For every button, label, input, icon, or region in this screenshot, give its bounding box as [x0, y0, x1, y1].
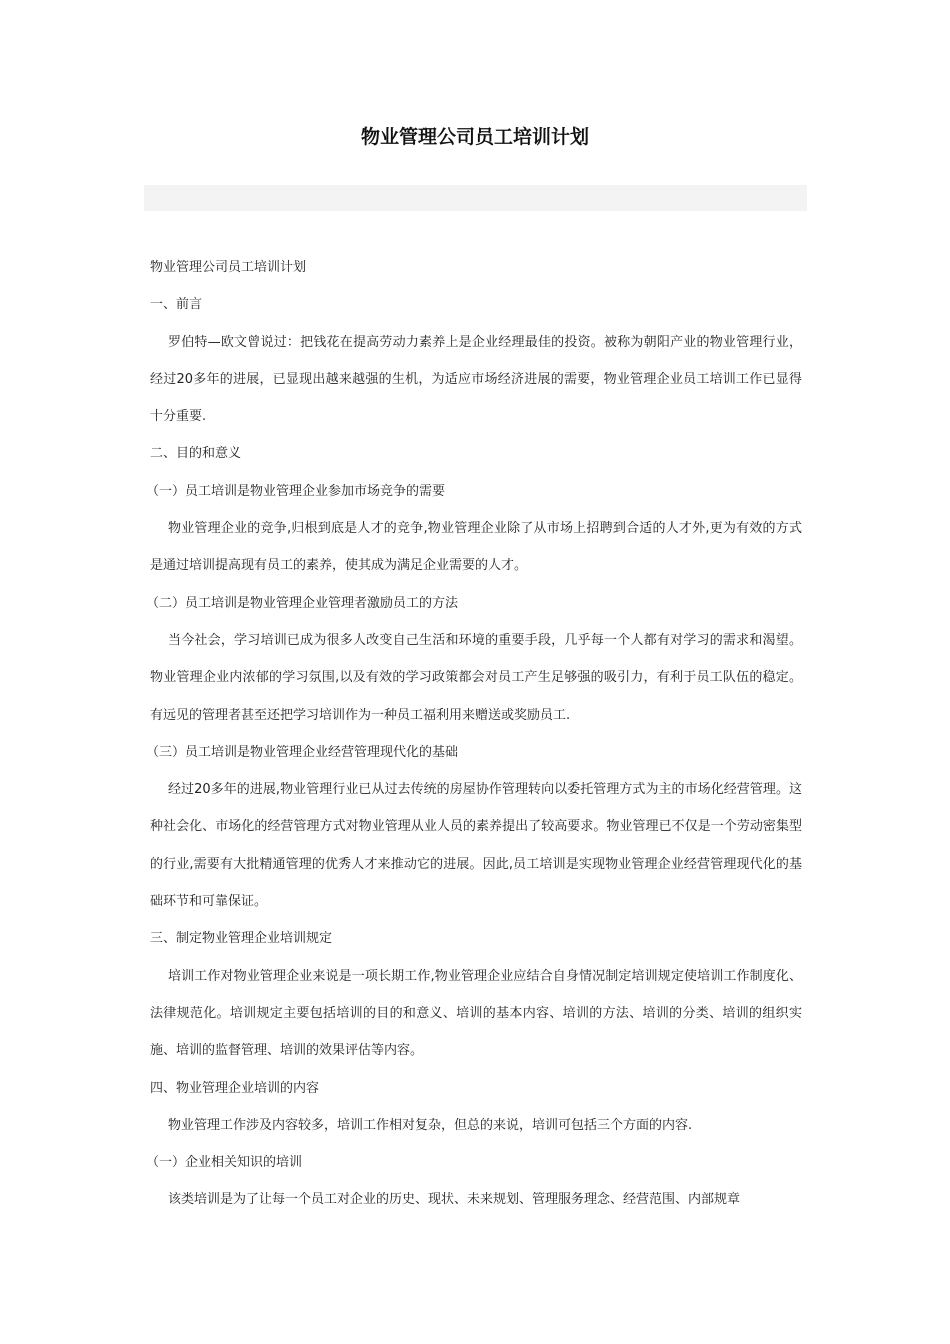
paragraph: 培训工作对物业管理企业来说是一项长期工作,物业管理企业应结合自身情况制定培训规定使培训工作制度化、法律规范化。培训规定主要包括培训的目的和意义、培训的基本内容、培训的方法、培训的分类、培训的组织实施、培训的监督管理、培训的效果评估等内容。	[150, 968, 802, 1059]
subsection-heading: （一）企业相关知识的培训	[146, 1155, 303, 1171]
subsection-heading: （一）员工培训是物业管理企业参加市场竞争的需要	[146, 483, 446, 499]
paragraph: 罗伯特—欧文曾说过：把钱花在提高劳动力素养上是企业经理最佳的投资。被称为朝阳产业的物业管理行业，经过20多年的进展，已显现出越来越强的生机，为适应市场经济进展的需要，物业管理企业员工培训工作已显得十分重要.	[150, 334, 802, 425]
section-heading-content: 四、物业管理企业培训的内容	[150, 1080, 320, 1096]
paragraph: 经过20多年的进展,物业管理行业已从过去传统的房屋协作管理转向以委托管理方式为主的市场化经营管理。这种社会化、市场化的经营管理方式对物业管理从业人员的素养提出了较高要求。物业管理已不仅是一个劳动密集型的行业,需要有大批精通管理的优秀人才来推动它的进展。因此,员工培训是实现物业管理企业经营管理现代化的基础环节和可靠保证。	[150, 782, 802, 910]
subsection-heading: （三）员工培训是物业管理企业经营管理现代化的基础	[146, 744, 459, 760]
paragraph: 该类培训是为了让每一个员工对企业的历史、现状、未来规划、管理服务理念、经营范围、内部规章	[168, 1192, 741, 1208]
section-heading-rules: 三、制定物业管理企业培训规定	[150, 931, 333, 947]
section-heading-purpose: 二、目的和意义	[150, 446, 242, 462]
document-body	[146, 249, 802, 1219]
divider-band	[144, 185, 807, 211]
document-title: 物业管理公司员工培训计划	[360, 126, 589, 148]
subsection-heading: （二）员工培训是物业管理企业管理者激励员工的方法	[146, 595, 459, 611]
section-heading-foreword: 一、前言	[150, 297, 203, 313]
paragraph: 物业管理工作涉及内容较多，培训工作相对复杂，但总的来说，培训可包括三个方面的内容.	[168, 1117, 693, 1133]
paragraph: 物业管理企业的竞争,归根到底是人才的竞争,物业管理企业除了从市场上招聘到合适的人才外,更为有效的方式是通过培训提高现有员工的素养，使其成为满足企业需要的人才。	[150, 521, 802, 574]
paragraph: 当今社会，学习培训已成为很多人改变自己生活和环境的重要手段，几乎每一个人都有对学习的需求和渴望。物业管理企业内浓郁的学习氛围,以及有效的学习政策都会对员工产生足够强的吸引力，有利于员工队伍的稳定。有远见的管理者甚至还把学习培训作为一种员工福利用来赠送或奖励员工.	[150, 632, 802, 723]
body-title-line: 物业管理公司员工培训计划	[150, 260, 307, 275]
